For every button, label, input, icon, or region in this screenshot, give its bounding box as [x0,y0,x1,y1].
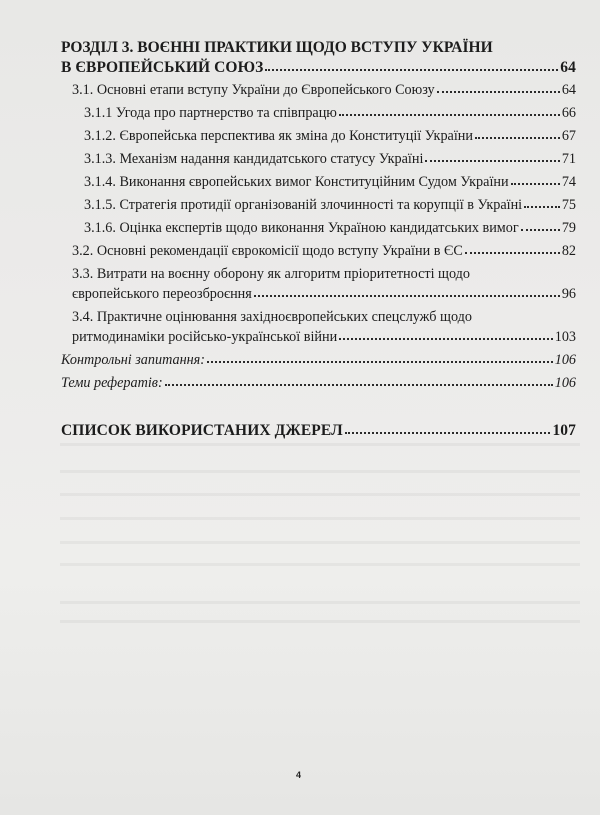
toc-entry[interactable] [61,285,576,304]
bleed-through-line [60,470,580,473]
dot-leader [465,245,560,255]
page-ref: 74 [561,174,576,190]
page-number: 4 [296,770,302,780]
entry-title: 3.2. Основні рекомендації єврокомісії щодо вступу України в ЄС [72,243,463,259]
page-ref: 107 [552,422,576,439]
entry-title: 3.1.4. Виконання європейських вимог Конституційним Судом України [84,174,509,190]
entry-title: Теми рефератів: [61,375,163,391]
toc-entry[interactable] [61,196,576,215]
toc-entry[interactable] [61,219,576,238]
page-ref: 67 [561,128,576,144]
bleed-through-line [60,517,580,520]
toc-entry[interactable] [61,173,576,192]
page-ref: 82 [561,243,576,259]
page-ref: 96 [561,286,576,302]
toc-entry-questions[interactable] [61,351,576,370]
chapter-title-line1: РОЗДІЛ 3. ВОЄННІ ПРАКТИКИ ЩОДО ВСТУПУ УКРАЇНИ [61,39,493,56]
dot-leader [207,354,553,364]
chapter-title-line2: В ЄВРОПЕЙСЬКИЙ СОЮЗ [61,59,264,76]
toc-entry[interactable] [61,127,576,146]
entry-title: 3.1. Основні етапи вступу України до Європейського Союзу [72,82,435,98]
toc-entry-line1[interactable]: 3.4. Практичне оцінювання західноєвропейських спецслужб щодо [72,309,472,325]
bleed-through-line [60,563,580,566]
dot-leader [425,153,559,163]
bleed-through-line [60,493,580,496]
page-ref: 66 [561,105,576,121]
dot-leader [339,331,553,341]
page-ref: 64 [560,59,576,76]
toc-entry-topics[interactable] [61,374,576,393]
dot-leader [265,62,558,72]
toc-entry[interactable] [61,242,576,261]
toc-entry[interactable] [61,328,576,347]
toc-chapter-entry[interactable] [61,58,576,77]
dot-leader [521,222,560,232]
dot-leader [339,107,560,117]
dot-leader [437,84,560,94]
toc-entry[interactable] [61,150,576,169]
entry-title: 3.1.3. Механізм надання кандидатського статусу Україні [84,151,424,167]
entry-title: 3.1.2. Європейська перспектива як зміна до Конституції України [84,128,473,144]
table-of-contents [61,38,576,440]
dot-leader [165,377,553,387]
toc-entry[interactable] [61,104,576,123]
toc-entry[interactable] [61,81,576,100]
entry-title: 3.1.1 Угода про партнерство та співпрацю [84,105,337,121]
toc-entry-line1[interactable]: 3.3. Витрати на воєнну оборону як алгоритм пріоритетності щодо [72,266,470,282]
dot-leader [524,199,560,209]
dot-leader [345,425,551,435]
page-ref: 106 [554,375,576,391]
page-ref: 64 [561,82,576,98]
entry-title: Контрольні запитання: [61,352,205,368]
page-ref: 79 [561,220,576,236]
entry-title-line2: європейського переозброєння [72,286,252,302]
entry-title: 3.1.6. Оцінка експертів щодо виконання Україною кандидатських вимог [84,220,519,236]
entry-title-line2: ритмодинаміки російсько-української війни [72,329,338,345]
dot-leader [254,288,560,298]
entry-title: 3.1.5. Стратегія протидії організованій злочинності та корупції в Україні [84,197,523,213]
dot-leader [475,130,560,140]
toc-entry-sources[interactable] [61,421,576,440]
page-ref: 103 [554,329,576,345]
sources-title: СПИСОК ВИКОРИСТАНИХ ДЖЕРЕЛ [61,422,343,439]
page-ref: 71 [561,151,576,167]
bleed-through-line [60,541,580,544]
bleed-through-line [60,620,580,623]
dot-leader [511,176,560,186]
page-ref: 106 [554,352,576,368]
page-ref: 75 [561,197,576,213]
bleed-through-line [60,443,580,446]
bleed-through-line [60,601,580,604]
